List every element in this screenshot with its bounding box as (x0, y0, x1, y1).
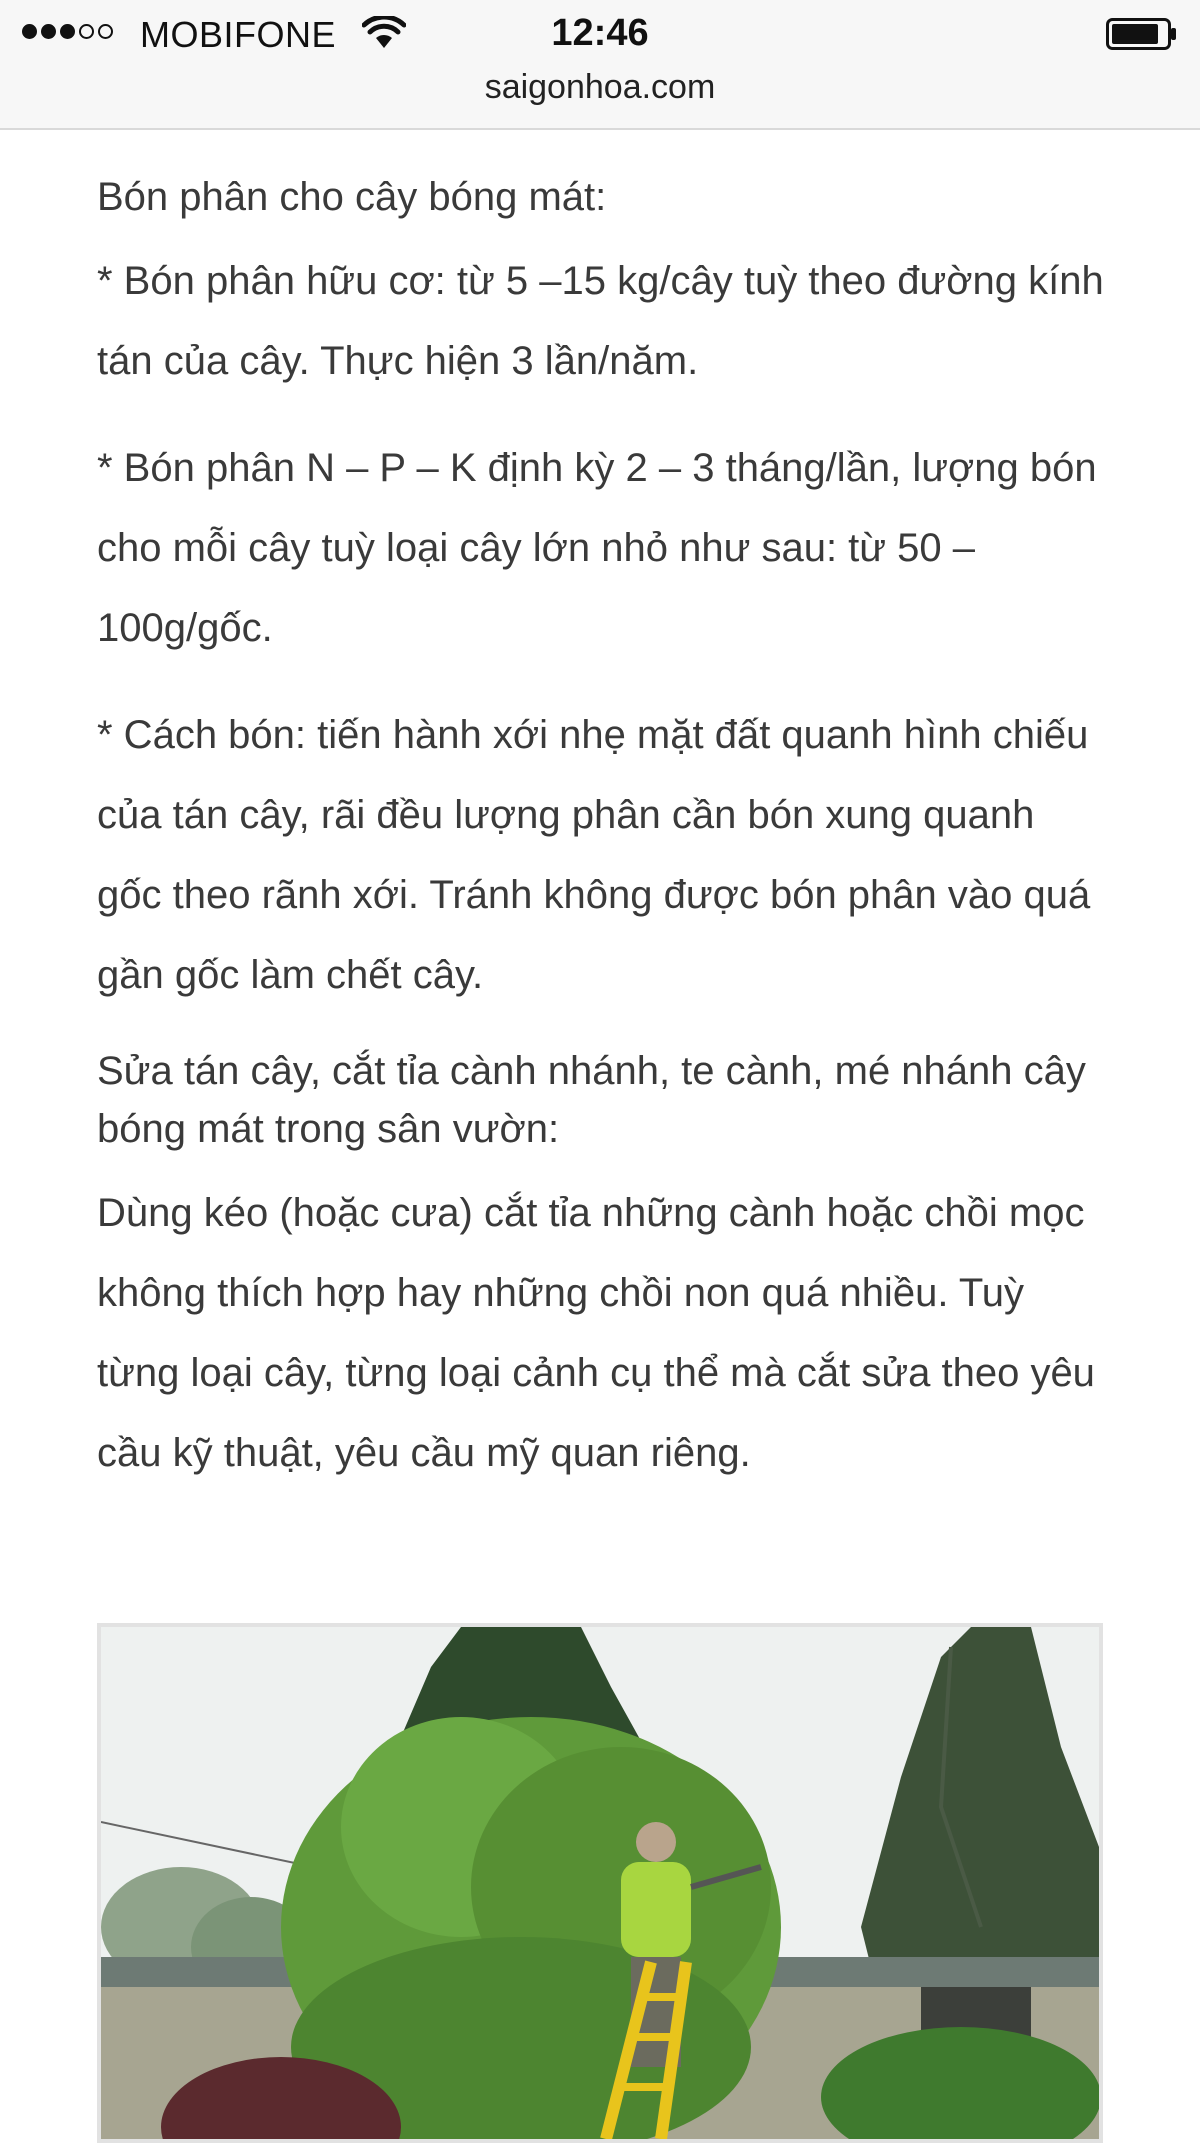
article-content (97, 168, 1107, 1520)
paragraph-fertilizing-method: * Cách bón: tiến hành xới nhẹ mặt đất quanh hình chiếu của tán cây, rãi đều lượng phân cần bón xung quanh gốc theo rãnh xới. Tránh không được bón phân vào quá gần gốc làm chết cây. (97, 713, 1091, 997)
paragraph-organic-fertilizer: * Bón phân hữu cơ: từ 5 –15 kg/cây tuỳ theo đường kính tán của cây. Thực hiện 3 lần/năm. (97, 259, 1104, 383)
section-heading-pruning: Sửa tán cây, cắt tỉa cành nhánh, te cành, mé nhánh cây bóng mát trong sân vườn: (97, 1049, 1086, 1151)
paragraph-pruning: Dùng kéo (hoặc cưa) cắt tỉa những cành hoặc chồi mọc không thích hợp hay những chồi non quá nhiều. Tuỳ từng loại cây, từng loại cảnh cụ thể mà cắt sửa theo yêu cầu kỹ thuật, yêu cầu mỹ quan riêng. (97, 1191, 1095, 1475)
status-time: 12:46 (551, 12, 649, 54)
status-bar (0, 0, 1200, 130)
paragraph-npk-fertilizer: * Bón phân N – P – K định kỳ 2 – 3 tháng/lần, lượng bón cho mỗi cây tuỳ loại cây lớn nhỏ như sau: từ 50 – 100g/gốc. (97, 446, 1097, 650)
battery-icon (1106, 18, 1178, 50)
tree-pruning-photo (97, 1623, 1103, 2143)
carrier-name: MOBIFONE (140, 14, 337, 55)
address-url[interactable]: saigonhoa.com (484, 68, 716, 106)
section-heading-fertilizing: Bón phân cho cây bóng mát: (97, 175, 607, 219)
